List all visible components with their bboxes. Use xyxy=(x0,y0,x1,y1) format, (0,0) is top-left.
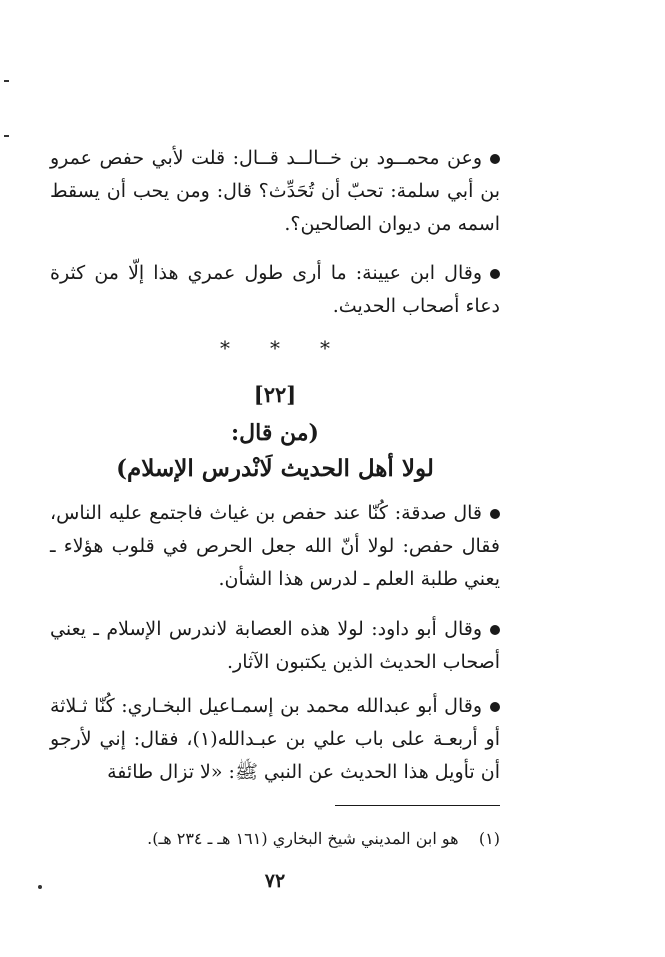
bullet-icon xyxy=(490,702,500,712)
book-page xyxy=(50,0,500,957)
bullet-icon xyxy=(490,154,500,164)
paragraph-abu-dawud xyxy=(50,613,500,679)
separator-star: * xyxy=(220,336,230,360)
paragraph-bukhari xyxy=(50,690,500,789)
section-number: [٢٢] xyxy=(253,382,297,407)
paragraph-text: وقال أبو داود: لولا هذه العصابة لاندرس الإسلام ـ يعني أصحاب الحديث الذين يكتبون الآثار. xyxy=(50,618,500,673)
paragraph-sadaqa xyxy=(50,497,500,596)
separator-star: * xyxy=(270,336,280,360)
section-title-line1: (من قال: xyxy=(231,420,319,446)
footnote xyxy=(50,826,500,852)
separator-star: * xyxy=(320,336,330,360)
bullet-icon xyxy=(490,509,500,519)
bullet-icon xyxy=(490,625,500,635)
paragraph-text: وقال أبو عبدالله محمد بن إسمـاعيل البخـاري: كُنّا ثـلاثة أو أربعـة على باب علي بن عبـدالله(١)، فقال: إني لأرجو أن تأويل هذا الحديث عن النبي ﷺ: «لا تزال طائفة xyxy=(50,695,501,783)
bullet-icon xyxy=(490,269,500,279)
paragraph-text: وعن محمــود بن خــالــد قــال: قلت لأبي حفص عمرو بن أبي سلمة: تحبّ أن تُحَدِّث؟ قال: ومن يحب أن يسقط اسمه من ديوان الصالحين؟. xyxy=(50,147,500,235)
footnote-divider xyxy=(335,805,500,806)
margin-mark xyxy=(4,135,9,137)
paragraph-ibn-uyayna xyxy=(50,257,500,323)
footnote-marker: (١) xyxy=(478,829,500,848)
margin-dot xyxy=(38,885,42,889)
page-number: ٧٢ xyxy=(264,870,286,892)
section-title-line2: لولا أهل الحديث لَانْدرس الإسلام) xyxy=(116,455,434,482)
margin-mark xyxy=(4,80,9,82)
paragraph-text: قال صدقة: كُنّا عند حفص بن غياث فاجتمع عليه الناس، فقال حفص: لولا أنّ الله جعل الحرص في قلوب هؤلاء ـ يعني طلبة العلم ـ لدرس هذا الشأن. xyxy=(50,502,500,590)
section-separator xyxy=(220,336,330,360)
paragraph-text: وقال ابن عيينة: ما أرى طول عمري هذا إلّا من كثرة دعاء أصحاب الحديث. xyxy=(50,262,500,317)
footnote-text: هو ابن المديني شيخ البخاري (١٦١ هـ ـ ٢٣٤ هـ). xyxy=(147,829,459,848)
paragraph-mahmoud xyxy=(50,142,500,241)
